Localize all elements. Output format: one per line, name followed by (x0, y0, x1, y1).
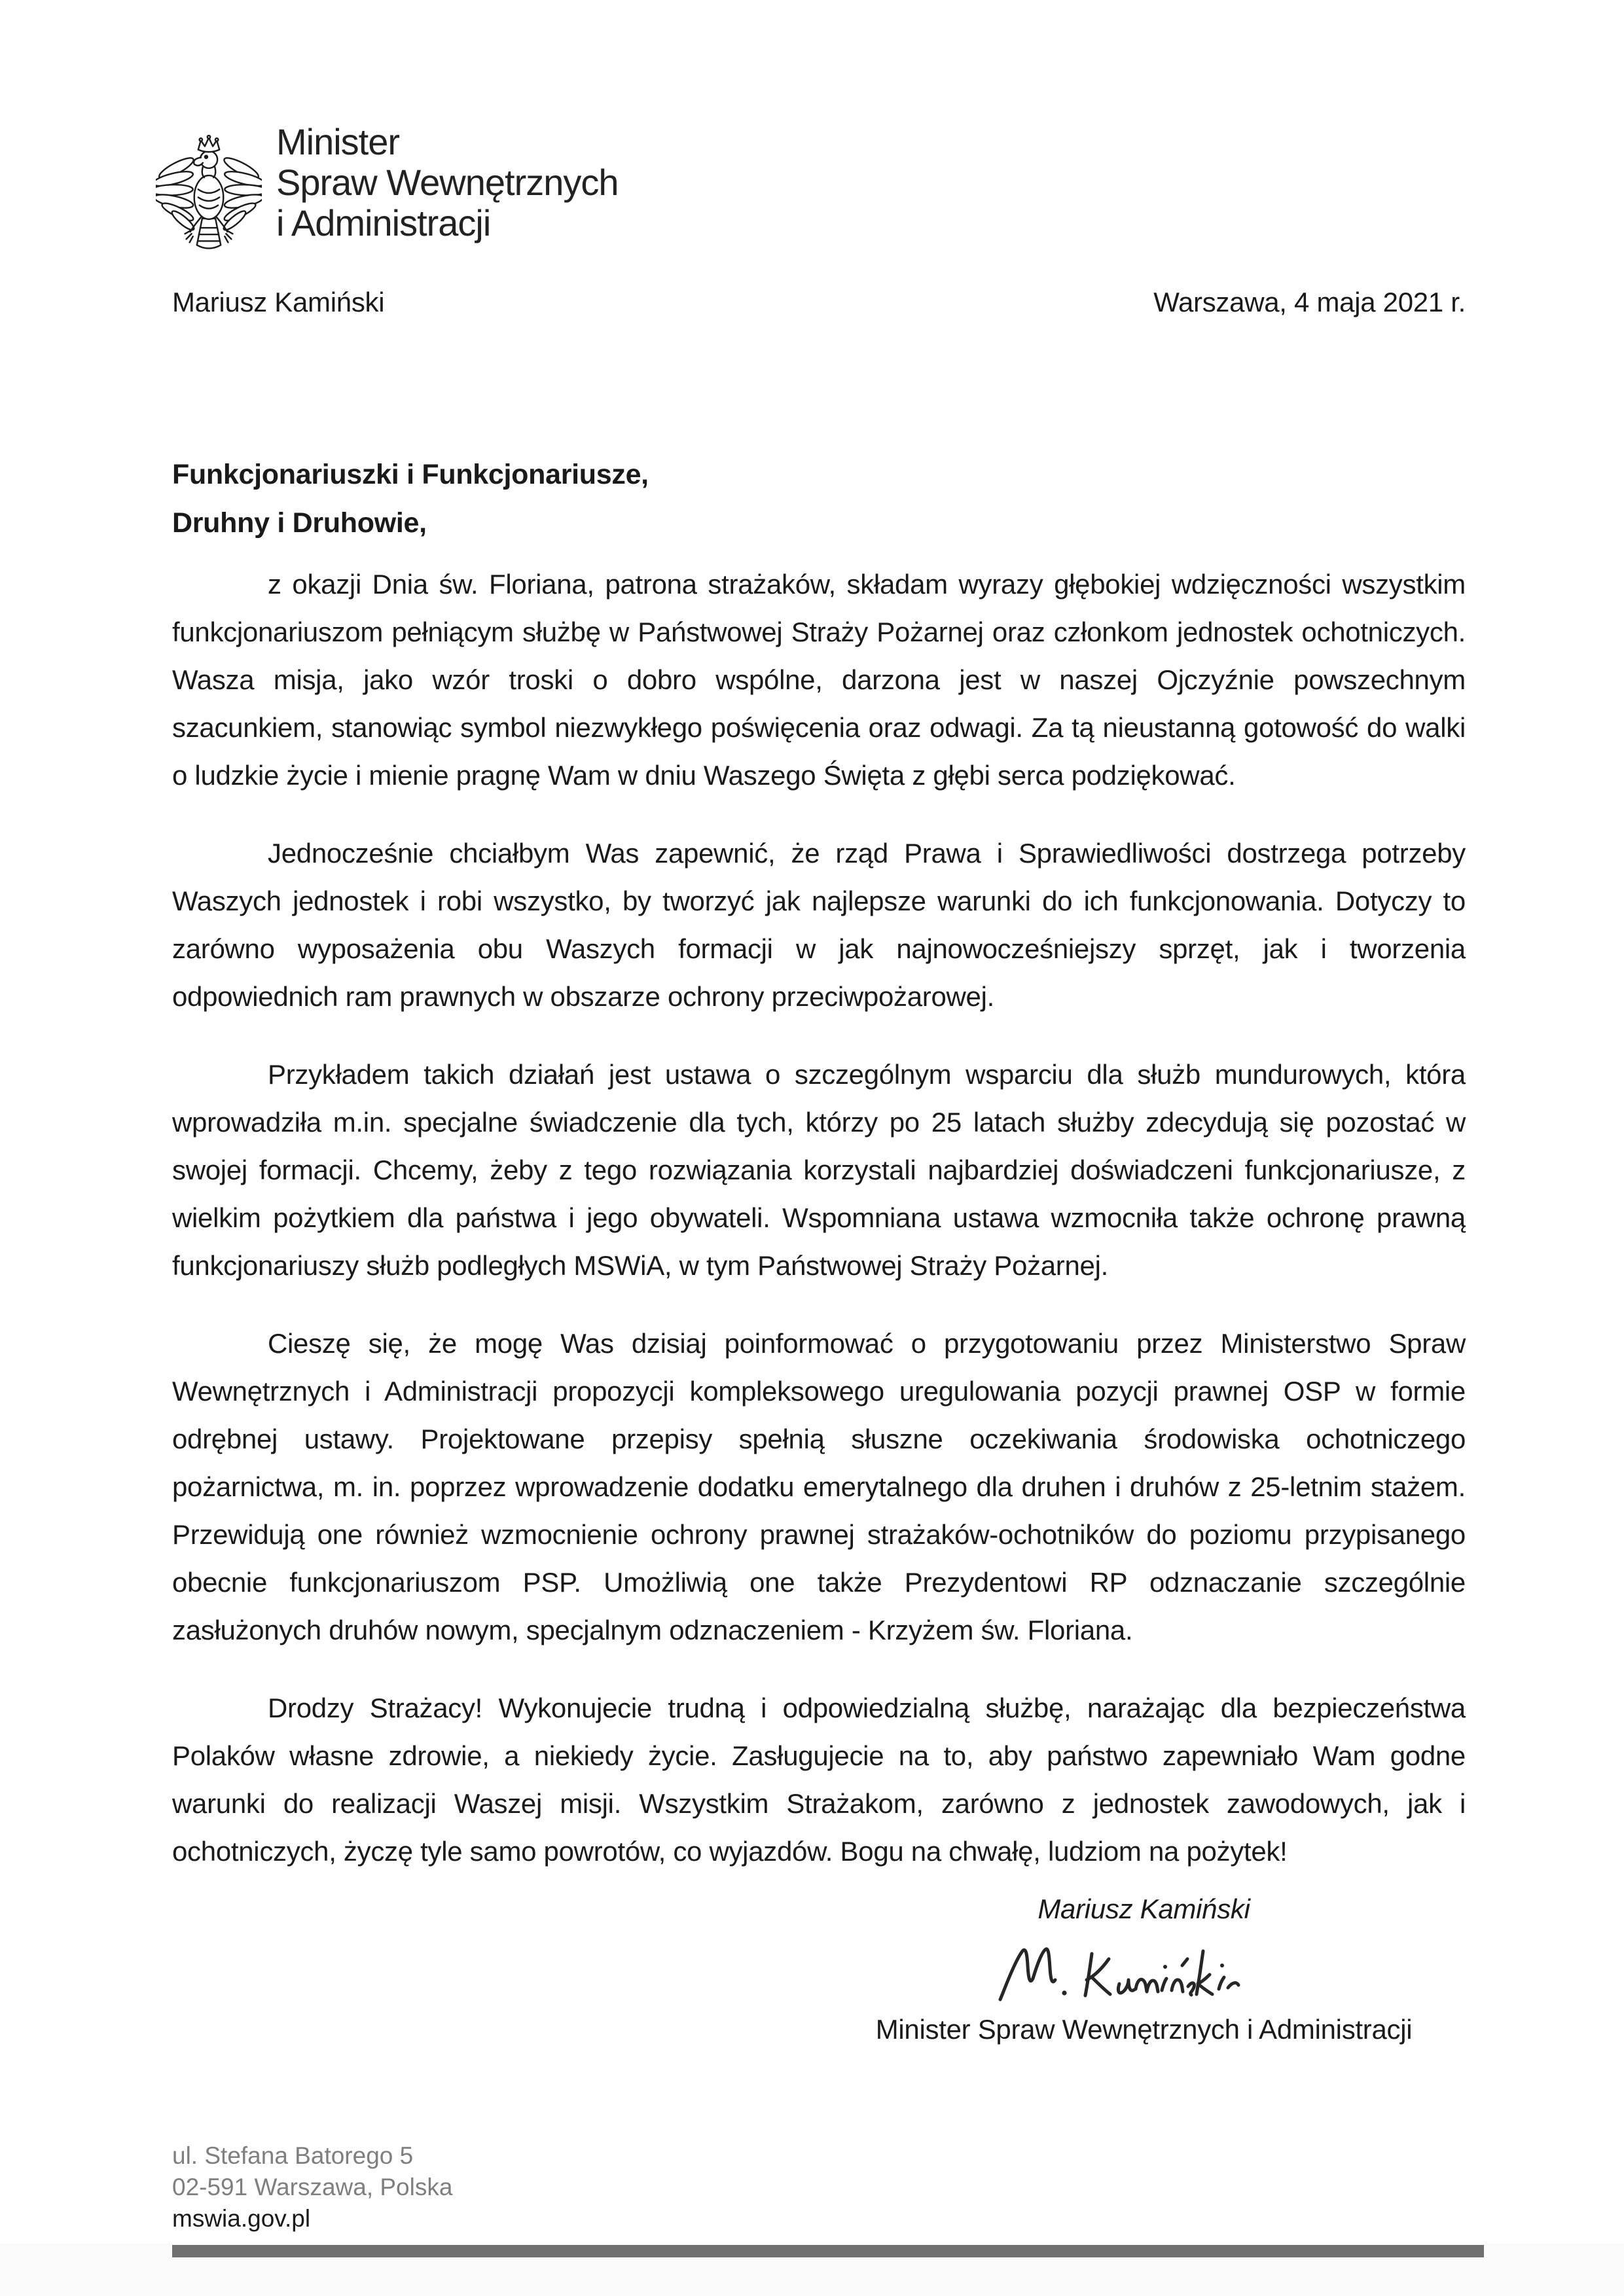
paragraph-4: Cieszę się, że mogę Was dzisiaj poinformować o przygotowaniu przez Ministerstwo Spraw Wewnętrznych i Administracji propozycji kompleksowego uregulowania pozycji prawnej OSP w formie odrębnej ustawy. Projektowane przepisy spełnią słuszne oczekiwania środowiska ochotniczego pożarnictwa, m. in. poprzez wprowadzenie dodatku emerytalnego dla druhen i druhów z 25-letnim stażem. Przewidują one również wzmocnienie ochrony prawnej strażaków-ochotników do poziomu przypisanego obecnie funkcjonariuszom PSP. Umożliwią one także Prezydentowi RP odznaczanie szczególnie zasłużonych druhów nowym, specjalnym odznaczeniem - Krzyżem św. Floriana. (172, 1328, 1466, 1645)
paragraph-2: Jednocześnie chciałbym Was zapewnić, że rząd Prawa i Sprawiedliwości dostrzega potrzeby Waszych jednostek i robi wszystko, by tworzyć jak najlepsze warunki do ich funkcjonowania. Dotyczy to zarówno wyposażenia obu Waszych formacji w jak najnowocześniejszy sprzęt, jak i tworzenia odpowiednich ram prawnych w obszarze ochrony przeciwpożarowej. (172, 838, 1466, 1012)
paragraph-3: Przykładem takich działań jest ustawa o szczególnym wsparciu dla służb mundurowych, która wprowadziła m.in. specjalne świadczenie dla tych, którzy po 25 latach służby zdecydują się pozostać w swojej formacji. Chcemy, żeby z tego rozwiązania korzystali najbardziej doświadczeni funkcjonariusze, z wielkim pożytkiem dla państwa i jego obywateli. Wspomniana ustawa wzmocniła także ochronę prawną funkcjonariuszy służb podległych MSWiA, w tym Państwowej Straży Pożarnej. (172, 1059, 1466, 1281)
sender-name: Mariusz Kamiński (172, 287, 385, 317)
handwritten-signature (994, 1937, 1295, 2010)
salutation-line-2: Druhny i Druhowie, (172, 507, 427, 539)
footer-divider-bar (172, 2245, 1484, 2257)
ministry-line-1: Minister (276, 121, 400, 162)
meta-row (172, 287, 1466, 318)
signer-name: Mariusz Kamiński (1038, 1893, 1250, 1924)
footer-website: mswia.gov.pl (172, 2205, 311, 2232)
polish-eagle-emblem-icon (156, 133, 262, 264)
ministry-line-3: i Administracji (276, 202, 491, 243)
letter-body (172, 560, 1466, 1905)
salutation (172, 450, 649, 547)
paragraph-5: Drodzy Strażacy! Wykonujecie trudną i odpowiedzialną służbę, narażając dla bezpieczeństwa Polaków własne zdrowie, a niekiedy życie. Zasługujecie na to, aby państwo zapewniało Wam godne warunki do realizacji Waszej misji. Wszystkim Strażakom, zarówno z jednostek zawodowych, jak i ochotniczych, życzę tyle samo powrotów, co wyjazdów. Bogu na chwałę, ludziom na pożytek! (172, 1693, 1466, 1867)
dateline: Warszawa, 4 maja 2021 r. (1153, 287, 1466, 317)
salutation-line-1: Funkcjonariuszki i Funkcjonariusze, (172, 459, 649, 490)
ministry-line-2: Spraw Wewnętrznych (276, 162, 619, 203)
footer-address-line-1: ul. Stefana Batorego 5 (172, 2142, 414, 2169)
ministry-wordmark (276, 122, 619, 243)
footer-address-line-2: 02-591 Warszawa, Polska (172, 2174, 453, 2200)
paragraph-1: z okazji Dnia św. Floriana, patrona strażaków, składam wyrazy głębokiej wdzięczności wszystkim funkcjonariuszom pełniącym służbę w Państwowej Straży Pożarnej oraz członkom jednostek ochotniczych. Wasza misja, jako wzór troski o dobro wspólne, darzona jest w naszej Ojczyźnie powszechnym szacunkiem, stanowiąc symbol niezwykłego poświęcenia oraz odwagi. Za tą nieustanną gotowość do walki o ludzkie życie i mienie pragnę Wam w dniu Waszego Święta z głębi serca podziękować. (172, 569, 1466, 791)
footer (172, 2140, 452, 2234)
signer-title: Minister Spraw Wewnętrznych i Administracji (875, 2014, 1413, 2045)
signature-block (821, 1893, 1466, 2045)
